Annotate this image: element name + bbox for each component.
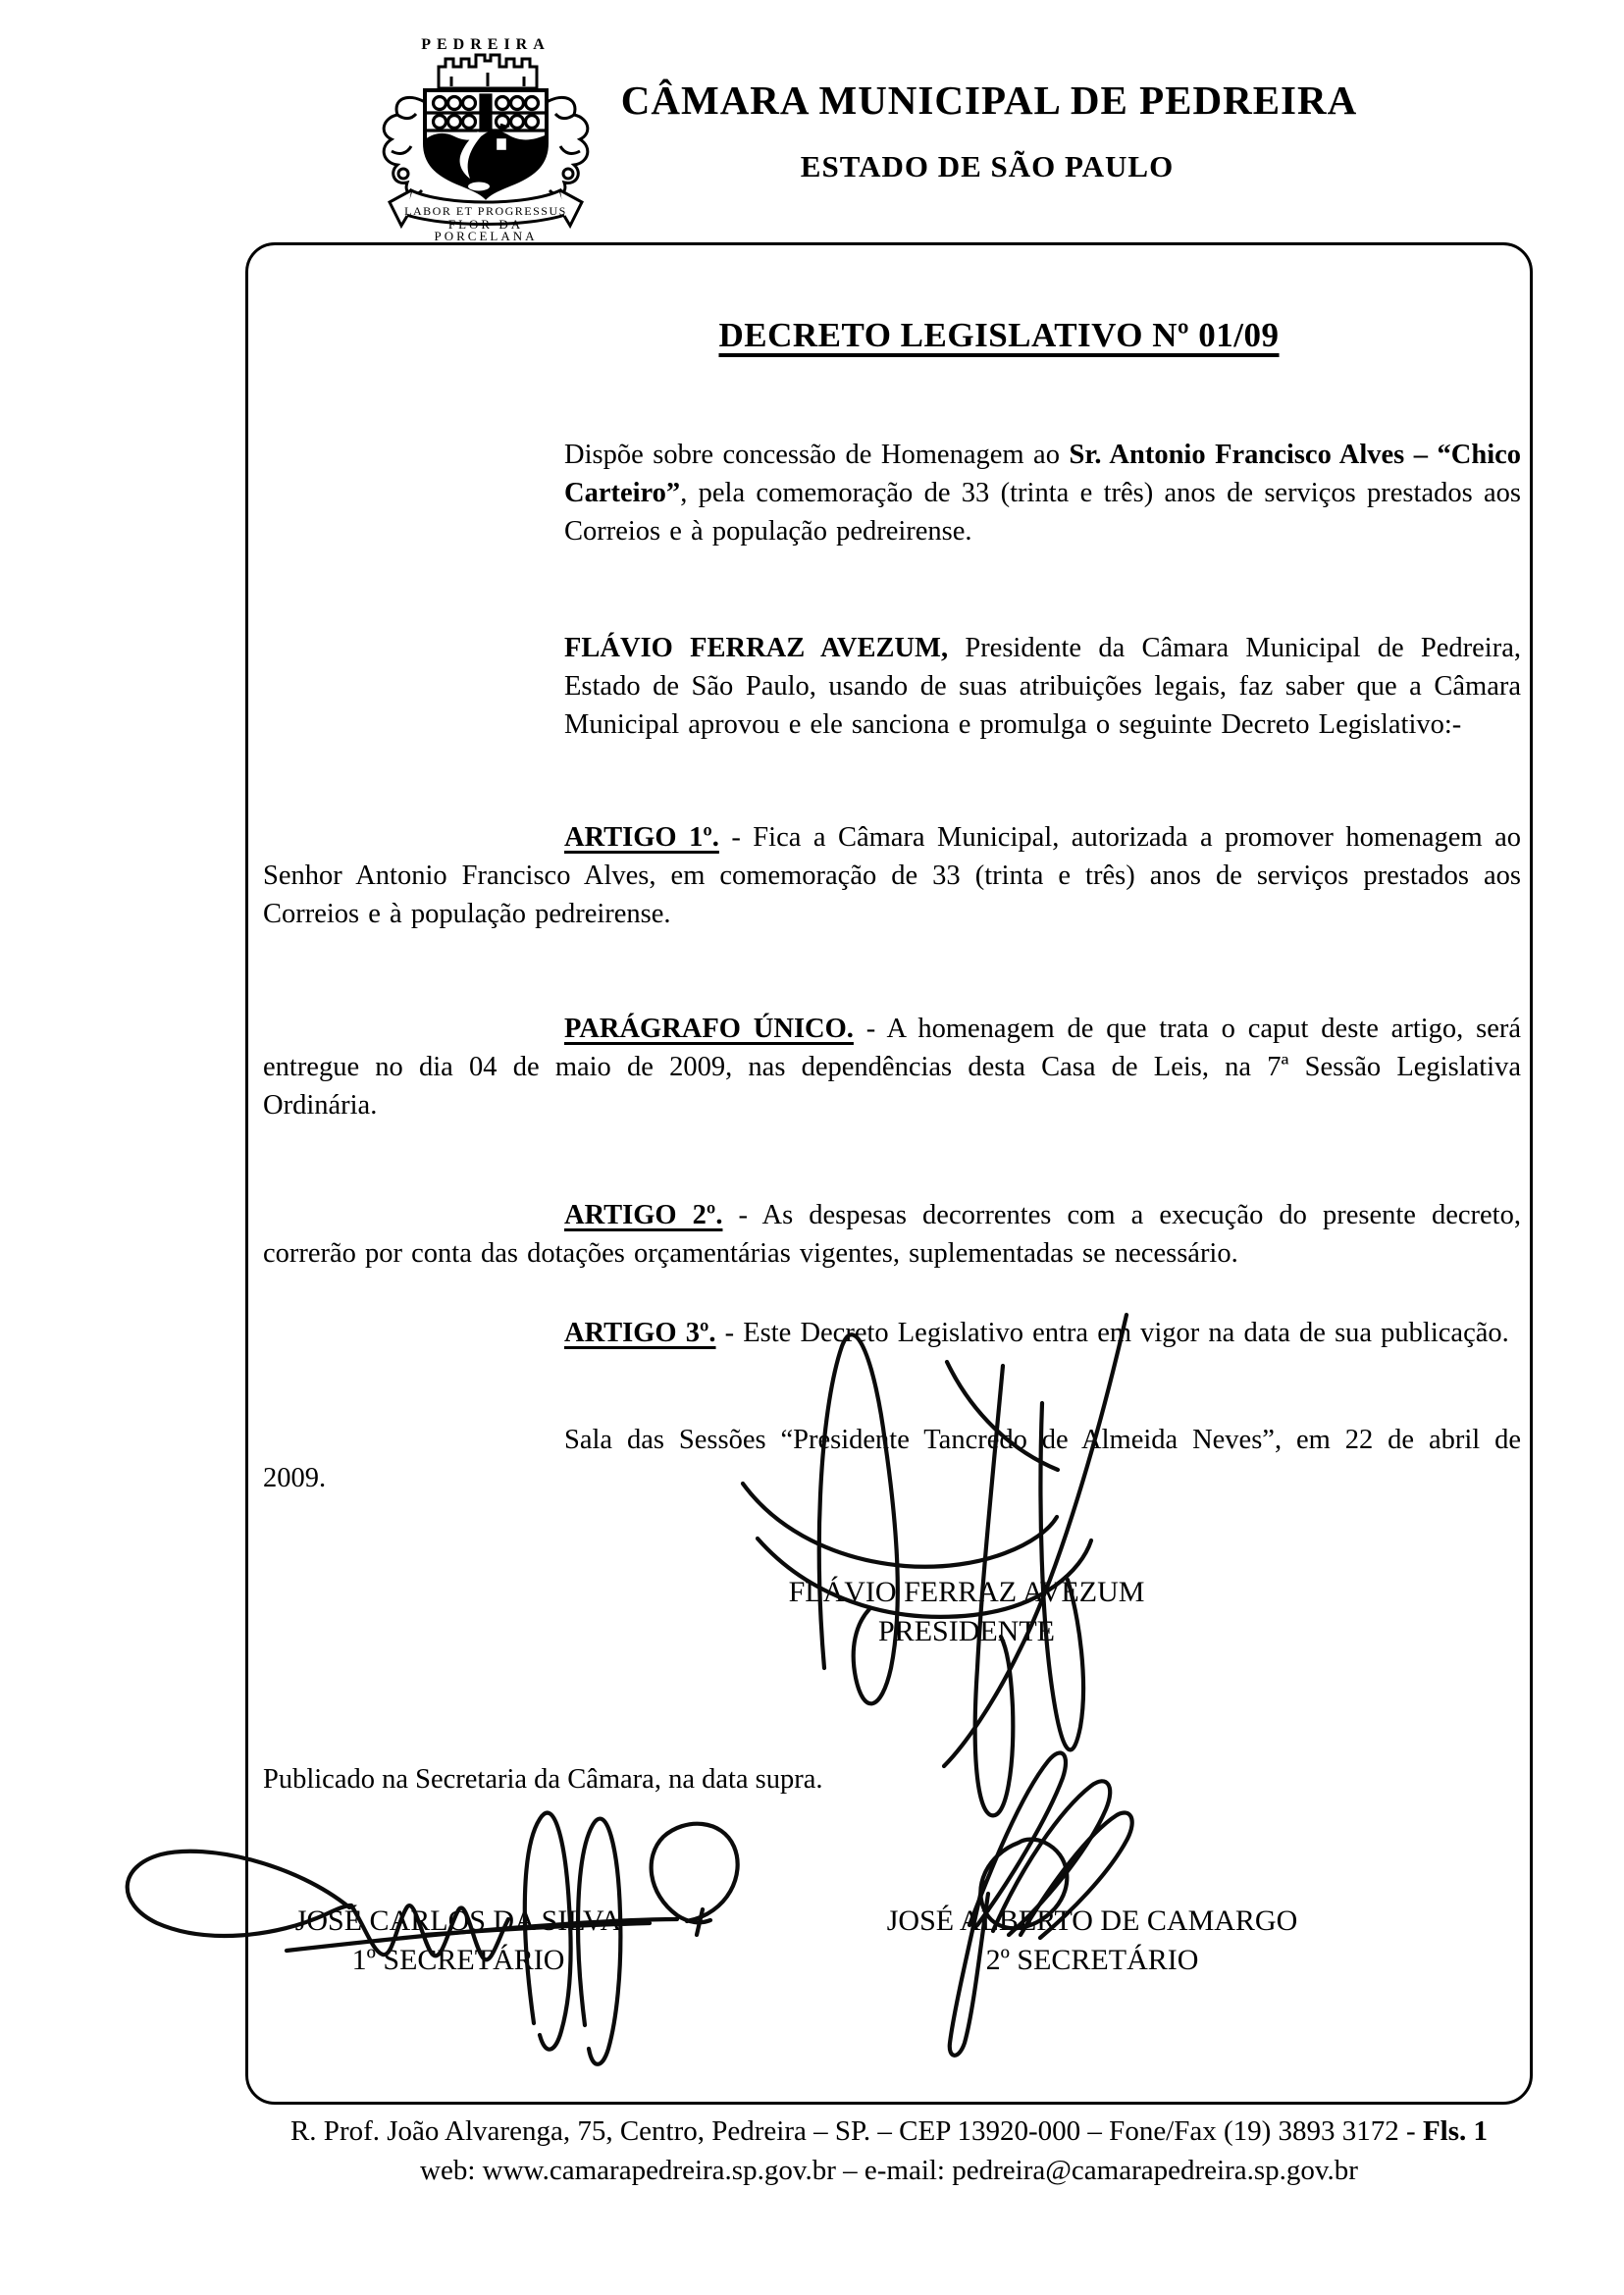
sole-paragraph <box>263 1010 1521 1124</box>
president-role: PRESIDENTE <box>878 1615 1055 1647</box>
president-name-inline: FLÁVIO FERRAZ AVEZUM, <box>564 633 949 663</box>
footer-address-text: R. Prof. João Alvarenga, 75, Centro, Pedreira – SP. – CEP 13920-000 – Fone/Fax (19) 3893 3172 - <box>289 2115 1423 2147</box>
secretary-1-role: 1º SECRETÁRIO <box>351 1944 565 1976</box>
summary-honoree: Sr. Antonio Francisco Alves – “Chico Carteiro” <box>564 440 1522 508</box>
summary-lead: Dispõe sobre concessão de Homenagem ao <box>564 440 1070 470</box>
secretary-2-role: 2º SECRETÁRIO <box>985 1944 1199 1976</box>
emblem-motto-text: LABOR ET PROGRESSUS <box>404 204 567 218</box>
article-2 <box>263 1196 1521 1273</box>
org-subtitle: ESTADO DE SÃO PAULO <box>800 149 1175 183</box>
emblem-mantling-left <box>384 97 425 194</box>
article-2-label: ARTIGO 2º. <box>564 1200 723 1230</box>
publication-note: Publicado na Secretaria da Câmara, na data supra. <box>263 1764 823 1795</box>
secretary-1-block <box>295 1902 622 1980</box>
sole-paragraph-label: PARÁGRAFO ÚNICO. <box>564 1014 854 1044</box>
article-2-text: - As despesas decorrentes com a execução do presente decreto, correrão por conta das dotações orçamentárias vigentes, suplementadas se necessário. <box>263 1200 1521 1269</box>
decree-summary <box>564 436 1521 550</box>
emblem-city-text: PEDREIRA <box>421 36 550 53</box>
footer-web-line: web: www.camarapedreira.sp.gov.br – e-mail: pedreira@camarapedreira.sp.gov.br <box>420 2155 1358 2186</box>
emblem-mantling-right <box>547 97 588 194</box>
preamble-text: Presidente da Câmara Municipal de Pedreira, Estado de São Paulo, usando de suas atribuições legais, faz saber que a Câmara Municipal aprovou e ele sanciona e promulga o seguinte Decreto Legislativo:- <box>564 633 1521 740</box>
article-1-text: - Fica a Câmara Municipal, autorizada a promover homenagem ao Senhor Antonio Francisco Alves, em comemoração de 33 (trinta e três) anos de serviços prestados aos Correios e à população pedreirense. <box>263 822 1521 929</box>
city-coat-of-arms-icon <box>359 33 616 241</box>
article-1 <box>263 818 1521 933</box>
president-name: FLÁVIO FERRAZ AVEZUM <box>788 1576 1145 1608</box>
decree-title: DECRETO LEGISLATIVO Nº 01/09 <box>718 316 1280 354</box>
article-3 <box>263 1314 1521 1352</box>
sole-paragraph-text: - A homenagem de que trata o caput deste artigo, será entregue no dia 04 de maio de 2009, nas dependências desta Casa de Leis, na 7ª Sessão Legislativa Ordinária. <box>263 1014 1522 1121</box>
summary-tail: , pela comemoração de 33 (trinta e três) anos de serviços prestados aos Correios e à população pedreirense. <box>564 478 1521 547</box>
emblem-caption-line1: FLOR DA <box>447 217 524 232</box>
session-line: Sala das Sessões “Presidente Tancredo de Almeida Neves”, em 22 de abril de 2009. <box>263 1425 1521 1493</box>
article-3-label: ARTIGO 3º. <box>564 1318 716 1348</box>
president-signature-block <box>789 1573 1145 1651</box>
secretary-2-block <box>887 1902 1298 1980</box>
decree-preamble <box>564 629 1521 744</box>
secretary-2-name: JOSÉ ALBERTO DE CAMARGO <box>886 1904 1298 1937</box>
footer-address-line <box>290 2112 1488 2151</box>
article-1-label: ARTIGO 1º. <box>564 822 719 853</box>
secretary-1-name: JOSÉ CARLOS DA SILVA <box>294 1904 622 1937</box>
article-3-text: - Este Decreto Legislativo entra em vigor na data de sua publicação. <box>715 1318 1509 1348</box>
footer-page-number: Fls. 1 <box>1422 2115 1489 2147</box>
emblem-caption-line2: PORCELANA <box>434 229 538 241</box>
org-title: CÂMARA MUNICIPAL DE PEDREIRA <box>620 78 1358 123</box>
footer <box>290 2112 1488 2190</box>
